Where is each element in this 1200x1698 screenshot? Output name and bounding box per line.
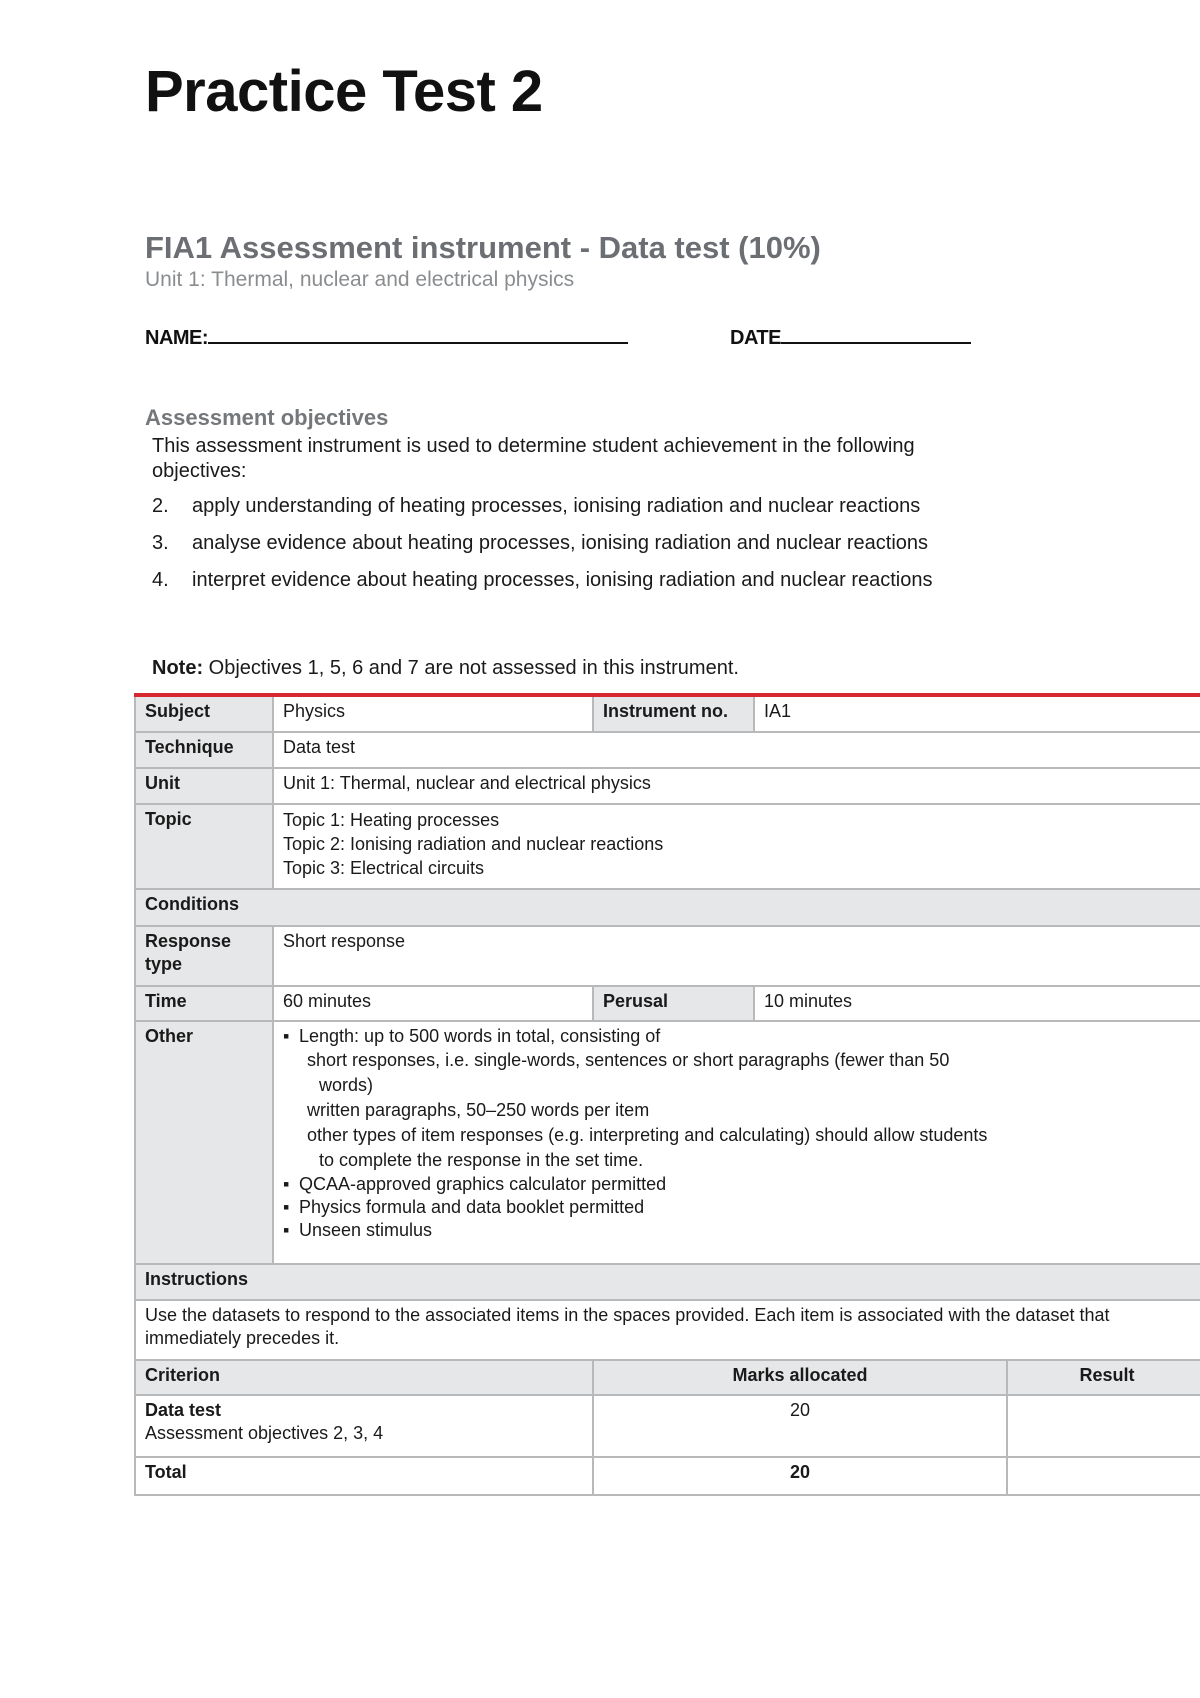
bullet-item: [283, 1219, 1197, 1242]
perusal-label: Perusal: [593, 986, 754, 1021]
objective-number: 2.: [152, 495, 169, 517]
criterion-marks: 20: [593, 1395, 1007, 1457]
name-blank[interactable]: [208, 324, 628, 344]
table-row-response-type: [135, 926, 1200, 986]
bullet-text: Length: up to 500 words in total, consisting of: [299, 1026, 661, 1046]
table-row-subject: [135, 695, 1200, 732]
date-field[interactable]: [730, 324, 971, 350]
table-row-instructions-text: [135, 1300, 1200, 1360]
sub-text: written paragraphs, 50–250 words per item: [307, 1100, 650, 1120]
objective-number: 3.: [152, 532, 169, 554]
topic-item: Topic 2: Ionising radiation and nuclear reactions: [283, 834, 664, 854]
topic-item: Topic 3: Electrical circuits: [283, 858, 485, 878]
criterion-cell: [135, 1395, 593, 1457]
other-label: Other: [135, 1021, 273, 1264]
objective-number: 4.: [152, 569, 169, 591]
objective-text: interpret evidence about heating processes, ionising radiation and nuclear reactions: [192, 569, 933, 591]
name-label: NAME:: [145, 327, 209, 349]
criterion-result[interactable]: [1007, 1395, 1200, 1457]
criterion-detail: Assessment objectives 2, 3, 4: [145, 1423, 384, 1443]
name-field[interactable]: [145, 324, 628, 350]
sub-text: other types of item responses (e.g. interpreting and calculating) should allow students: [307, 1125, 988, 1145]
bullet-text: QCAA-approved graphics calculator permitted: [299, 1174, 667, 1194]
note-label: Note:: [152, 657, 204, 679]
criterion-header: Criterion: [135, 1360, 593, 1395]
table-row-criterion-header: [135, 1360, 1200, 1395]
date-blank[interactable]: [781, 324, 971, 344]
response-type-value: Short response: [273, 926, 1200, 986]
instructions-header: Instructions: [135, 1264, 1200, 1300]
bullet-icon: ▪: [283, 1220, 290, 1240]
marks-header: Marks allocated: [593, 1360, 1007, 1395]
instrument-subtitle: FIA1 Assessment instrument - Data test (10%): [145, 230, 821, 265]
bullet-icon: ▪: [283, 1197, 290, 1217]
result-header: Result: [1007, 1360, 1200, 1395]
objectives-intro: This assessment instrument is used to determine student achievement in the following objectives:: [152, 435, 915, 482]
objective-item: [152, 495, 1032, 532]
assessment-info-table: [134, 693, 1200, 1496]
sub-text-wrap: words): [319, 1075, 374, 1095]
objective-text: apply understanding of heating processes, ionising radiation and nuclear reactions: [192, 495, 921, 517]
total-marks: 20: [593, 1457, 1007, 1495]
bullet-item: [283, 1196, 1197, 1219]
bullet-icon: ▪: [283, 1174, 290, 1194]
date-label: DATE: [730, 327, 781, 349]
table-row-conditions: [135, 889, 1200, 926]
instrument-label: Instrument no.: [593, 695, 754, 732]
objective-text: analyse evidence about heating processes, ionising radiation and nuclear reactions: [192, 532, 929, 554]
sub-item: [283, 1098, 1197, 1123]
objective-item: [152, 532, 1032, 569]
response-type-label: Response type: [135, 926, 273, 986]
page-title: Practice Test 2: [145, 59, 543, 124]
table-row: [135, 1395, 1200, 1457]
sub-text: short responses, i.e. single-words, sentences or short paragraphs (fewer than 50: [307, 1050, 950, 1070]
bullet-icon: ▪: [283, 1026, 290, 1046]
technique-label: Technique: [135, 732, 273, 768]
bullet-item: [283, 1025, 1197, 1048]
bullet-text: Physics formula and data booklet permitted: [299, 1197, 645, 1217]
sub-item: [283, 1123, 1197, 1173]
total-label: Total: [135, 1457, 593, 1495]
table-row-instructions: [135, 1264, 1200, 1300]
perusal-value: 10 minutes: [754, 986, 1200, 1021]
subject-label: Subject: [135, 695, 273, 732]
note-text: Objectives 1, 5, 6 and 7 are not assessed in this instrument.: [203, 657, 739, 679]
table-row-time: [135, 986, 1200, 1021]
criterion-name: Data test: [145, 1400, 222, 1420]
table-row-total: [135, 1457, 1200, 1495]
unit-label: Unit: [135, 768, 273, 804]
table-row-technique: [135, 732, 1200, 768]
conditions-header: Conditions: [135, 889, 1200, 926]
bullet-item: [283, 1173, 1197, 1196]
subject-value: Physics: [273, 695, 593, 732]
objectives-list: [152, 495, 1032, 606]
sub-item: [283, 1048, 1197, 1098]
objectives-note: [152, 657, 739, 680]
instructions-text: Use the datasets to respond to the associated items in the spaces provided. Each item is associated with the dataset that immediately precedes it.: [135, 1300, 1200, 1360]
topic-list: [273, 804, 1200, 889]
objective-item: [152, 569, 1032, 606]
topic-item: Topic 1: Heating processes: [283, 810, 500, 830]
table-row-other: [135, 1021, 1200, 1264]
other-details: [273, 1021, 1200, 1264]
total-result[interactable]: [1007, 1457, 1200, 1495]
instrument-value: IA1: [754, 695, 1200, 732]
table-row-topic: [135, 804, 1200, 889]
unit-line: Unit 1: Thermal, nuclear and electrical physics: [145, 268, 575, 291]
time-value: 60 minutes: [273, 986, 593, 1021]
time-label: Time: [135, 986, 273, 1021]
objectives-heading: Assessment objectives: [145, 405, 389, 430]
bullet-text: Unseen stimulus: [299, 1220, 433, 1240]
topic-label: Topic: [135, 804, 273, 889]
sub-text-wrap: to complete the response in the set time.: [319, 1150, 644, 1170]
technique-value: Data test: [273, 732, 1200, 768]
table-row-unit: [135, 768, 1200, 804]
unit-value: Unit 1: Thermal, nuclear and electrical physics: [273, 768, 1200, 804]
